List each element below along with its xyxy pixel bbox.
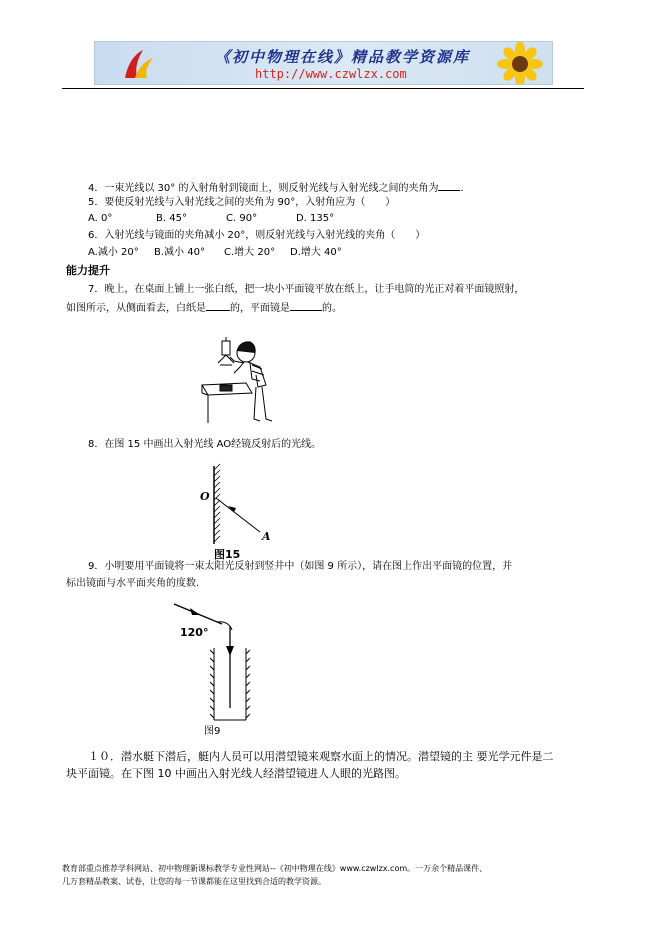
banner-title: 《初中物理在线》精品教学资源库 (215, 48, 471, 66)
option-a: A.减小 20° (88, 247, 139, 258)
sunflower-icon (486, 42, 548, 85)
footer-line-2: 几万套精品教案、试卷，让您的每一节课都能在这里找到合适的教学资源。 (62, 877, 326, 886)
question-9-line-2: 标出镜面与水平面夹角的度数. (66, 578, 200, 589)
angle-label: 120° (180, 626, 209, 639)
header-rule (62, 88, 584, 89)
section-heading: 能力提升 (66, 264, 110, 277)
figure-9 (170, 598, 260, 738)
answer-blank[interactable] (206, 301, 230, 311)
option-c: C. 90° (226, 213, 258, 224)
question-4: 4．一束光线以 30° 的入射角射到镜面上，则反射光线与入射光线之间的夹角为 ． (88, 183, 471, 194)
question-10-line-2: 块平面镜。在下图 10 中画出入射光线人经潜望镜进人人眼的光路图。 (66, 767, 406, 780)
question-6: 6．入射光线与镜面的夹角减小 20°，则反射光线与入射光线的夹角（ ） (88, 230, 426, 241)
option-d: D.增大 40° (290, 247, 342, 258)
question-9-line-1: 9．小明要用平面镜将一束太阳光反射到竖井中（如图 9 所示），请在图上作出平面镜的位置，并 (88, 561, 513, 572)
question-10-line-1: １０．潜水艇下潜后，艇内人员可以用潜望镜来观察水面上的情况。潜望镜的主 要光学元件是二 (88, 750, 554, 763)
flashlight-mirror-figure (200, 333, 280, 425)
footer-line-1: 教育部重点推荐学科网站、初中物理新课标教学专业性网站--《初中物理在线》www.czwlzx.com。一万余个精品课件、 (62, 864, 488, 873)
option-b: B. 45° (156, 213, 187, 224)
option-a: A. 0° (88, 213, 113, 224)
answer-blank[interactable] (290, 301, 322, 311)
figure-15 (196, 462, 276, 560)
option-b: B.减小 40° (154, 247, 205, 258)
option-c: C.增大 20° (224, 247, 276, 258)
site-logo-icon (121, 48, 155, 82)
label-a: A (262, 530, 271, 543)
option-d: D. 135° (296, 213, 335, 224)
question-7-line-2: 如图所示，从侧面看去，白纸是 的，平面镜是 的。 (66, 303, 342, 314)
figure-9-caption: 图9 (204, 726, 221, 737)
question-8: 8．在图 15 中画出入射光线 AO经镜反射后的光线。 (88, 439, 322, 450)
question-7-line-1: 7．晚上，在桌面上铺上一张白纸，把一块小平面镜平放在纸上，让手电筒的光正对着平面镜照射， (88, 284, 525, 295)
banner-url[interactable]: http://www.czwlzx.com (255, 67, 407, 81)
question-5: 5．要使反射光线与入射光线之间的夹角为 90°，入射角应为（ ） (88, 197, 396, 208)
label-o: O (200, 490, 210, 503)
figure-15-caption: 图15 (214, 548, 241, 560)
answer-blank[interactable] (438, 181, 460, 191)
header-banner (94, 41, 553, 85)
